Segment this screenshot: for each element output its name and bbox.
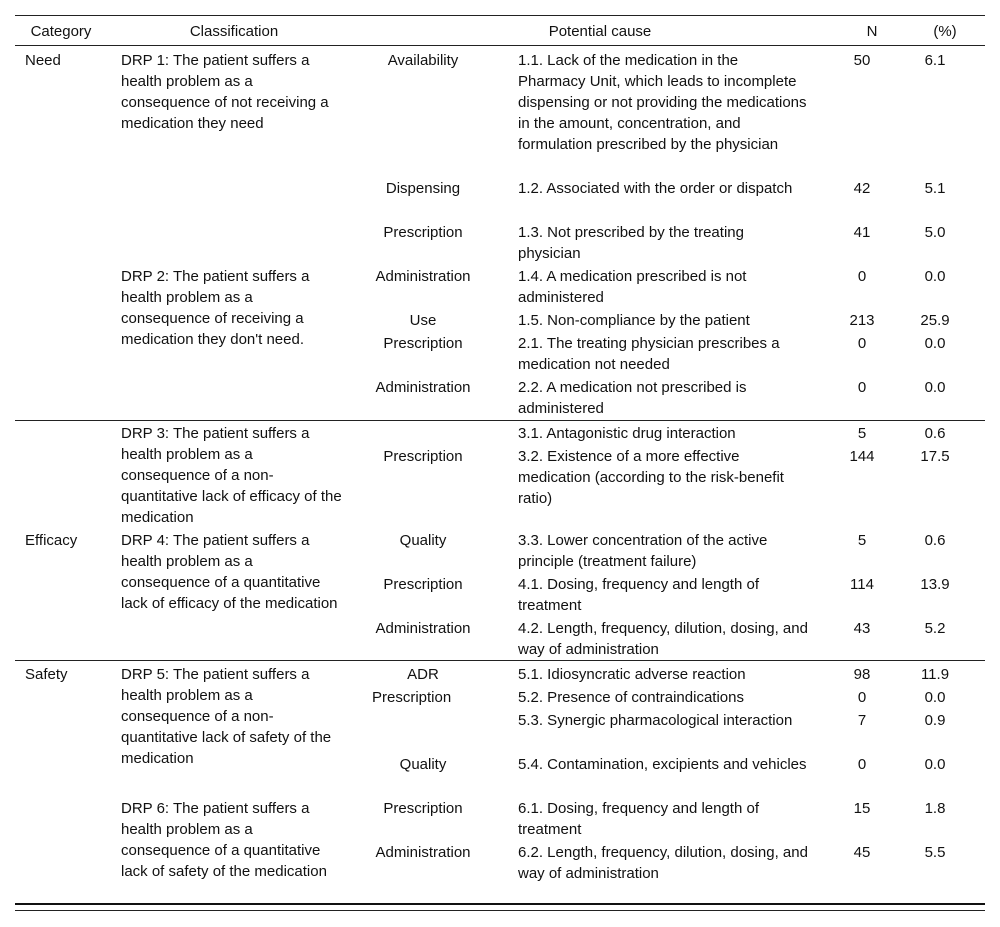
percent-cell: 17.5: [920, 448, 950, 465]
subcause-cell: Prescription: [383, 576, 463, 593]
top-rule: [15, 15, 985, 16]
subcause-cell: Prescription: [383, 335, 463, 352]
header-rule: [15, 45, 985, 46]
subcause-cell: ADR: [407, 666, 439, 683]
category-cell: Safety: [25, 666, 68, 683]
n-cell: 98: [853, 666, 871, 683]
cause-cell: 3.1. Antagonistic drug interaction: [518, 425, 736, 442]
header-percent: (%): [933, 23, 957, 40]
cause-cell: 6.1. Dosing, frequency and length of treatment: [518, 800, 759, 838]
cause-cell: 2.2. A medication not prescribed is administered: [518, 379, 747, 417]
n-cell: 5: [857, 532, 867, 549]
section-rule: [15, 420, 985, 421]
percent-cell: 13.9: [920, 576, 950, 593]
subcause-cell: Administration: [375, 620, 471, 637]
percent-cell: 6.1: [924, 52, 946, 69]
n-cell: 114: [850, 576, 874, 593]
cause-cell: 1.2. Associated with the order or dispatch: [518, 180, 793, 197]
header-potential-cause: Potential cause: [548, 23, 652, 40]
subcause-cell: Availability: [387, 52, 459, 69]
percent-cell: 0.6: [924, 532, 946, 549]
n-cell: 0: [857, 268, 867, 285]
n-cell: 43: [853, 620, 871, 637]
percent-cell: 0.0: [924, 689, 946, 706]
cause-cell: 1.1. Lack of the medication in the Pharmacy Unit, which leads to incomplete dispensing or not providing the medications in the amount, concentration, and formulation prescribed by the physician: [518, 52, 807, 153]
subcause-cell: Administration: [375, 844, 471, 861]
percent-cell: 11.9: [920, 666, 950, 683]
classification-cell: DRP 3: The patient suffers a health problem as a consequence of a non-quantitative lack of efficacy of the medication: [121, 425, 342, 526]
cause-cell: 1.5. Non-compliance by the patient: [518, 312, 750, 329]
percent-cell: 5.1: [924, 180, 946, 197]
n-cell: 7: [857, 712, 867, 729]
cause-cell: 5.1. Idiosyncratic adverse reaction: [518, 666, 746, 683]
cause-cell: 1.4. A medication prescribed is not administered: [518, 268, 747, 306]
percent-cell: 5.5: [924, 844, 946, 861]
n-cell: 45: [853, 844, 871, 861]
n-cell: 50: [853, 52, 871, 69]
subcause-cell: Prescription: [383, 224, 463, 241]
cause-cell: 3.2. Existence of a more effective medication (according to the risk-benefit ratio): [518, 448, 784, 507]
classification-cell: DRP 6: The patient suffers a health problem as a consequence of a quantitative lack of safety of the medication: [121, 800, 327, 880]
subcause-cell: Administration: [375, 379, 471, 396]
subcause-cell: Prescription: [383, 448, 463, 465]
cause-cell: 5.4. Contamination, excipients and vehicles: [518, 756, 807, 773]
classification-cell: DRP 1: The patient suffers a health problem as a consequence of not receiving a medication they need: [121, 52, 329, 132]
percent-cell: 1.8: [924, 800, 946, 817]
n-cell: 144: [849, 448, 875, 465]
percent-cell: 0.9: [924, 712, 946, 729]
n-cell: 15: [853, 800, 871, 817]
cause-cell: 1.3. Not prescribed by the treating physician: [518, 224, 744, 262]
subcause-cell: Quality: [399, 532, 447, 549]
subcause-cell: Prescription: [383, 800, 463, 817]
n-cell: 41: [853, 224, 871, 241]
cause-cell: 5.2. Presence of contraindications: [518, 689, 744, 706]
n-cell: 5: [857, 425, 867, 442]
subcause-cell: Prescription: [372, 689, 452, 706]
percent-cell: 0.0: [924, 268, 946, 285]
percent-cell: 0.6: [924, 425, 946, 442]
percent-cell: 5.0: [924, 224, 946, 241]
cause-cell: 6.2. Length, frequency, dilution, dosing, and way of administration: [518, 844, 808, 882]
percent-cell: 25.9: [920, 312, 950, 329]
n-cell: 213: [849, 312, 875, 329]
percent-cell: 0.0: [924, 335, 946, 352]
percent-cell: 5.2: [924, 620, 946, 637]
header-n: N: [866, 23, 878, 40]
classification-cell: DRP 4: The patient suffers a health problem as a consequence of a quantitative lack of efficacy of the medication: [121, 532, 338, 612]
cause-cell: 4.1. Dosing, frequency and length of treatment: [518, 576, 759, 614]
n-cell: 0: [857, 689, 867, 706]
bottom-rule: [15, 903, 985, 905]
cause-cell: 5.3. Synergic pharmacological interaction: [518, 712, 793, 729]
cause-cell: 2.1. The treating physician prescribes a medication not needed: [518, 335, 780, 373]
category-cell: Efficacy: [25, 532, 78, 549]
section-rule: [15, 660, 985, 661]
classification-cell: DRP 5: The patient suffers a health problem as a consequence of a non-quantitative lack of safety of the medication: [121, 666, 332, 767]
header-classification: Classification: [189, 23, 279, 40]
subcause-cell: Dispensing: [385, 180, 461, 197]
n-cell: 42: [853, 180, 871, 197]
header-category: Category: [30, 23, 92, 40]
cause-cell: 4.2. Length, frequency, dilution, dosing, and way of administration: [518, 620, 808, 658]
classification-cell: DRP 2: The patient suffers a health problem as a consequence of receiving a medication they don't need.: [121, 268, 310, 348]
bottom-rule: [15, 910, 985, 911]
n-cell: 0: [857, 379, 867, 396]
n-cell: 0: [857, 756, 867, 773]
cause-cell: 3.3. Lower concentration of the active principle (treatment failure): [518, 532, 768, 570]
percent-cell: 0.0: [924, 756, 946, 773]
percent-cell: 0.0: [924, 379, 946, 396]
category-cell: Need: [25, 52, 61, 69]
n-cell: 0: [857, 335, 867, 352]
subcause-cell: Quality: [399, 756, 447, 773]
subcause-cell: Use: [409, 312, 437, 329]
subcause-cell: Administration: [375, 268, 471, 285]
